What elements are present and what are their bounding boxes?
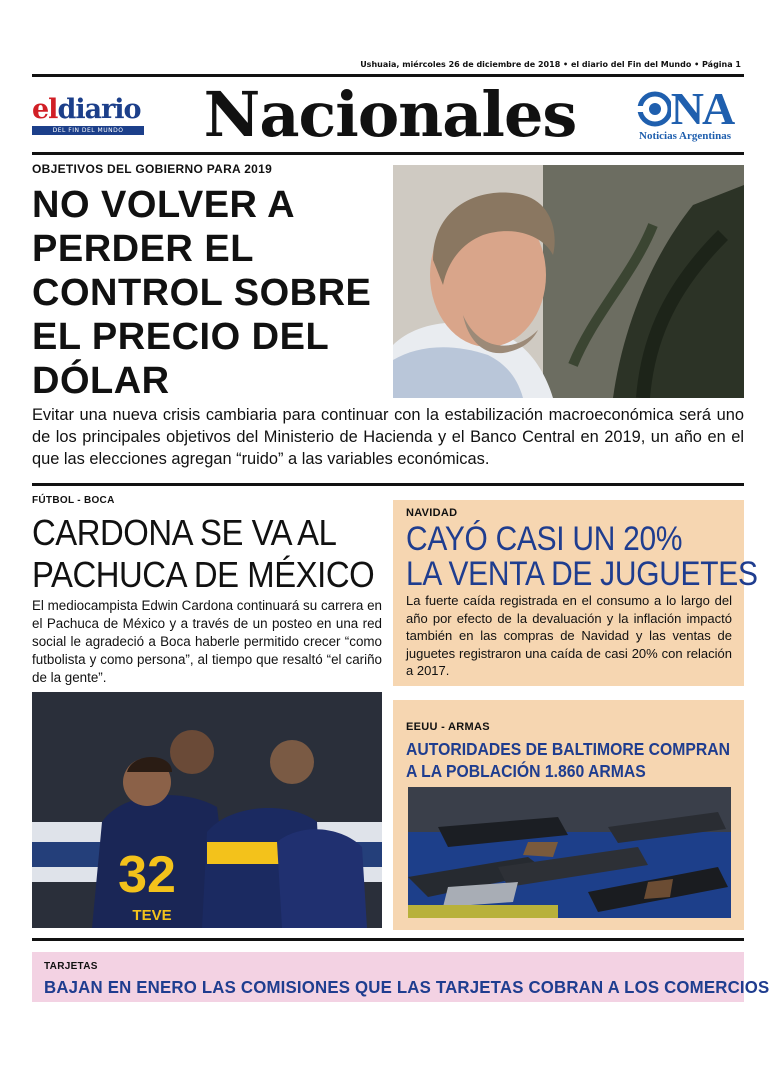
main-story-lead: Evitar una nueva crisis cambiaria para continuar con la estabilización macroeconómica será uno de los principales objetivos del Ministerio de Hacienda y el Banco Central en 2019, un año en el que las elecciones agregan “ruido” a las variables económicas.	[32, 406, 744, 468]
cards-story-headline: BAJAN EN ENERO LAS COMISIONES QUE LAS TARJETAS COBRAN A LOS COMERCIOS	[44, 977, 770, 997]
cards-story-kicker: TARJETAS	[44, 961, 98, 972]
christmas-story-kicker: NAVIDAD	[406, 507, 458, 519]
bottom-rule	[32, 938, 744, 941]
header-top-rule	[32, 74, 744, 77]
noticias-argentinas-logo: NA Noticias Argentinas	[626, 86, 744, 146]
arms-story-headline: AUTORIDADES DE BALTIMORE COMPRAN A LA POBLACIÓN 1.860 ARMAS	[406, 739, 731, 781]
mid-rule	[32, 483, 744, 486]
football-story-body: El mediocampista Edwin Cardona continuará su carrera en el Pachuca de México y a través de un posteo en una red social le agradeció a Boca haberle permitido crecer “como futbolista y como persona”, al tiempo que resaltó “el cariño de la gente”.	[32, 598, 382, 685]
minister-photo	[393, 165, 744, 398]
main-story-headline: NO VOLVER A PERDER EL CONTROL SOBRE EL PRECIO DEL DÓLAR	[32, 184, 372, 402]
na-swirl-icon	[637, 89, 671, 129]
arms-story-kicker: EEUU - ARMAS	[406, 721, 490, 733]
jersey-number: 32	[118, 846, 176, 904]
jersey-name: TEVE	[132, 907, 172, 924]
header-bottom-rule	[32, 152, 744, 155]
boca-players-photo	[32, 692, 382, 928]
main-story-kicker: OBJETIVOS DEL GOBIERNO PARA 2019	[32, 162, 273, 176]
dateline: Ushuaia, miércoles 26 de diciembre de 2018 • el diario del Fin del Mundo • Página 1	[360, 60, 741, 69]
el-diario-logo: eldiario DEL FIN DEL MUNDO	[32, 95, 144, 135]
christmas-story-headline: CAYÓ CASI UN 20% LA VENTA DE JUGUETES	[406, 520, 758, 593]
christmas-story-body: La fuerte caída registrada en el consumo a lo largo del año por efecto de la devaluación y la inflación impactó también en las compras de Navidad y las ventas de juguetes registraron una caída de casi 20% con relación a 2017.	[406, 593, 732, 678]
section-title: Nacionales	[203, 78, 577, 151]
football-story-kicker: FÚTBOL - BOCA	[32, 495, 115, 506]
football-story-headline: CARDONA SE VA AL PACHUCA DE MÉXICO	[32, 512, 375, 595]
guns-photo	[408, 787, 731, 918]
